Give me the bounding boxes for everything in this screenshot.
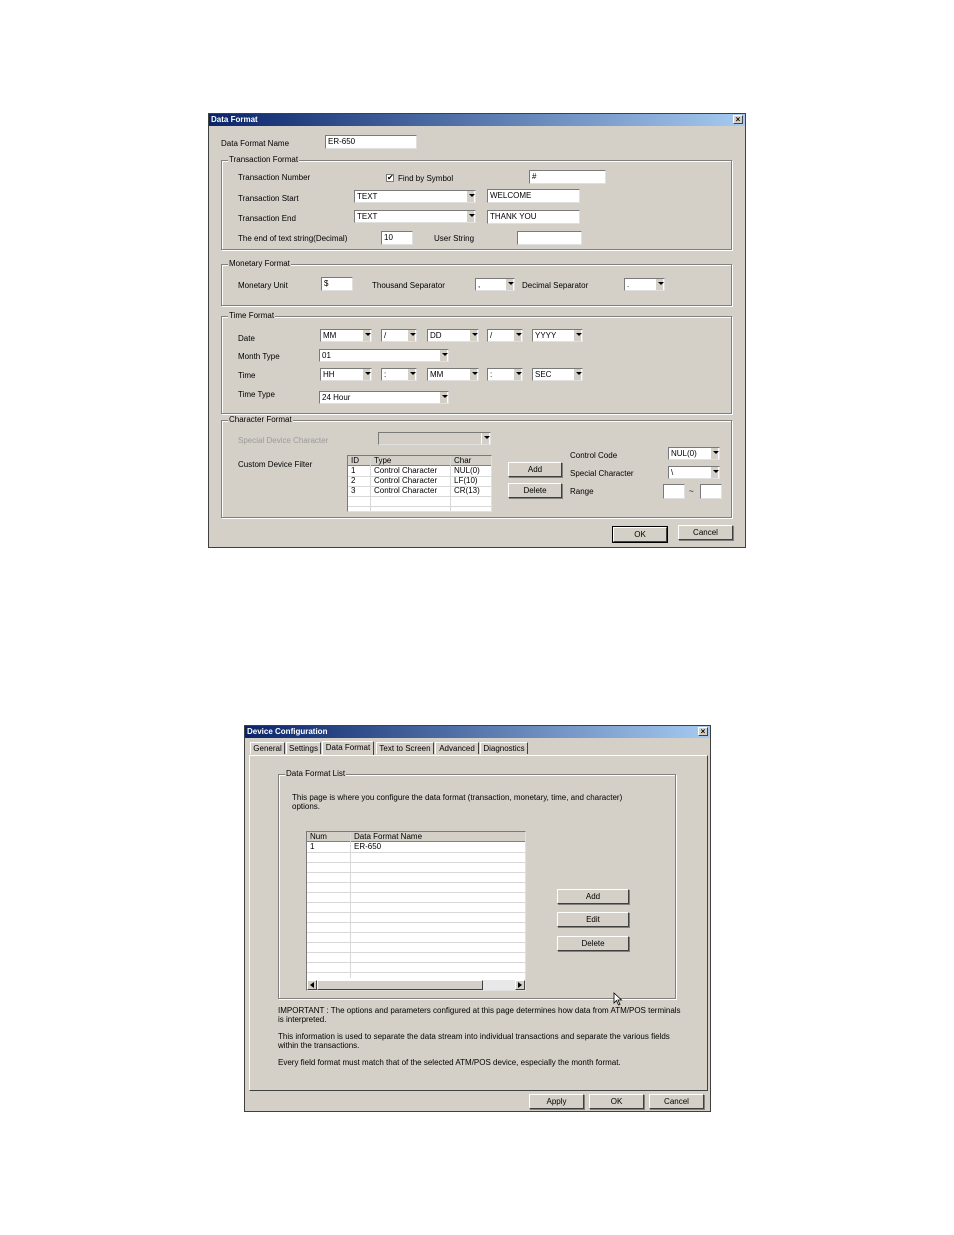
chevron-down-icon[interactable] xyxy=(439,350,448,361)
time-separator-1-value: : xyxy=(384,370,387,379)
find-by-symbol-label: Find by Symbol xyxy=(398,174,454,183)
monetary-format-group xyxy=(221,259,732,306)
tab-data-format[interactable]: Data Format xyxy=(322,741,374,755)
time-part-3-select[interactable] xyxy=(532,368,583,381)
date-separator-2-select[interactable] xyxy=(487,329,523,342)
range-separator: ~ xyxy=(689,487,694,496)
cancel-button[interactable]: Cancel xyxy=(649,1094,704,1109)
special-device-character-select xyxy=(378,432,491,445)
row-divider xyxy=(307,952,525,953)
data-format-table[interactable] xyxy=(306,831,526,991)
transaction-end-label: Transaction End xyxy=(238,214,296,223)
data-format-name-label: Data Format Name xyxy=(221,139,290,148)
date-part-3-select[interactable] xyxy=(532,329,583,342)
decimal-separator-label: Decimal Separator xyxy=(522,281,589,290)
row-divider xyxy=(307,942,525,943)
time-format-title: Time Format xyxy=(229,311,275,320)
close-icon: × xyxy=(700,727,706,736)
chevron-down-icon[interactable] xyxy=(513,330,522,341)
time-part-2-value: MM xyxy=(430,370,444,379)
monetary-unit-input[interactable]: $ xyxy=(321,277,353,291)
horizontal-scrollbar[interactable] xyxy=(307,980,525,990)
character-format-group xyxy=(221,415,732,518)
ok-button[interactable]: OK xyxy=(589,1094,644,1109)
chevron-down-icon[interactable] xyxy=(573,369,582,380)
chevron-down-icon[interactable] xyxy=(710,448,719,459)
row-divider xyxy=(307,852,525,853)
row-divider xyxy=(307,922,525,923)
data-format-list-group xyxy=(278,769,676,999)
date-part-1-select[interactable] xyxy=(320,329,372,342)
date-separator-1-select[interactable] xyxy=(381,329,417,342)
month-type-select[interactable] xyxy=(319,349,449,362)
transaction-start-input[interactable]: WELCOME xyxy=(487,189,580,203)
tab-diagnostics[interactable]: Diagnostics xyxy=(480,742,528,754)
data-format-list-title: Data Format List xyxy=(286,769,346,778)
mouse-cursor-icon xyxy=(613,992,623,1006)
transaction-start-label: Transaction Start xyxy=(238,194,299,203)
user-string-label: User String xyxy=(434,234,475,243)
scroll-thumb[interactable] xyxy=(317,980,483,990)
row-id: 3 xyxy=(351,486,356,495)
time-type-label: Time Type xyxy=(238,390,275,399)
time-separator-2-value: : xyxy=(490,370,493,379)
column-header-id[interactable]: ID xyxy=(348,456,371,466)
chevron-down-icon[interactable] xyxy=(407,330,416,341)
symbol-input[interactable]: # xyxy=(529,170,606,184)
end-of-text-input[interactable]: 10 xyxy=(381,231,413,245)
close-icon: × xyxy=(735,115,741,124)
row-type: Control Character xyxy=(374,476,438,485)
tab-strip xyxy=(250,742,550,756)
chevron-down-icon[interactable] xyxy=(362,330,371,341)
column-header-char[interactable]: Char xyxy=(451,456,492,466)
user-string-input[interactable] xyxy=(517,231,582,245)
chevron-down-icon[interactable] xyxy=(505,279,514,290)
row-divider xyxy=(307,932,525,933)
chevron-down-icon[interactable] xyxy=(573,330,582,341)
thousand-separator-label: Thousand Separator xyxy=(372,281,445,290)
date-separator-1-value: / xyxy=(384,331,387,340)
time-format-group xyxy=(221,311,732,414)
row-type: Control Character xyxy=(374,486,438,495)
time-part-2-select[interactable] xyxy=(427,368,479,381)
chevron-down-icon[interactable] xyxy=(655,279,664,290)
tab-settings[interactable]: Settings xyxy=(286,742,321,754)
transaction-end-type-select[interactable] xyxy=(354,210,476,223)
month-type-value: 01 xyxy=(322,351,331,360)
scroll-right-icon[interactable] xyxy=(515,980,525,990)
control-code-label: Control Code xyxy=(570,451,618,460)
decimal-separator-select[interactable] xyxy=(624,278,665,291)
date-part-2-value: DD xyxy=(430,331,442,340)
time-part-3-value: SEC xyxy=(535,370,552,379)
row-divider xyxy=(307,862,525,863)
chevron-down-icon[interactable] xyxy=(513,369,522,380)
monetary-format-title: Monetary Format xyxy=(229,259,290,268)
date-part-2-select[interactable] xyxy=(427,329,479,342)
row-type: Control Character xyxy=(374,466,438,475)
row-char: CR(13) xyxy=(454,486,480,495)
time-type-select[interactable] xyxy=(319,391,449,404)
intro-text: This page is where you configure the data format (transaction, monetary, time, and character) options. xyxy=(292,793,623,811)
time-part-1-select[interactable] xyxy=(320,368,372,381)
device-configuration-dialog xyxy=(244,725,711,1112)
special-character-label: Special Character xyxy=(570,469,634,478)
date-label: Date xyxy=(238,334,255,343)
transaction-start-type-select[interactable] xyxy=(354,190,476,203)
time-separator-1-select[interactable] xyxy=(381,368,417,381)
chevron-down-icon xyxy=(481,433,490,444)
special-character-select[interactable] xyxy=(668,466,720,479)
chevron-down-icon[interactable] xyxy=(710,467,719,478)
row-divider xyxy=(307,882,525,883)
row-name: ER-650 xyxy=(354,842,382,851)
decimal-separator-value: . xyxy=(627,280,630,289)
ok-button[interactable]: OK xyxy=(613,527,667,542)
column-divider xyxy=(350,832,351,978)
close-button[interactable] xyxy=(733,115,743,124)
date-separator-2-value: / xyxy=(490,331,493,340)
time-type-value: 24 Hour xyxy=(322,393,351,402)
dialog-title: Device Configuration xyxy=(247,727,328,736)
range-to-input[interactable] xyxy=(700,484,722,499)
row-divider xyxy=(307,962,525,963)
transaction-end-input[interactable]: THANK YOU xyxy=(487,210,580,224)
row-divider xyxy=(307,892,525,893)
edit-button[interactable]: Edit xyxy=(557,912,629,927)
control-code-select[interactable] xyxy=(668,447,720,460)
row-divider xyxy=(307,972,525,973)
time-label: Time xyxy=(238,371,256,380)
info-text: This information is used to separate the data stream into individual transactions and separate the various fields within the transactions. xyxy=(278,1032,670,1050)
chevron-down-icon[interactable] xyxy=(466,211,475,222)
row-num: 1 xyxy=(310,842,315,851)
cancel-button[interactable]: Cancel xyxy=(678,525,733,540)
column-header-type[interactable]: Type xyxy=(371,456,451,466)
find-by-symbol-checkbox[interactable] xyxy=(386,174,394,182)
chevron-down-icon[interactable] xyxy=(407,369,416,380)
chevron-down-icon[interactable] xyxy=(469,330,478,341)
important-text: IMPORTANT : The options and parameters configured at this page determines how data from ATM/POS terminals is interpreted. xyxy=(278,1006,681,1024)
note-text: Every field format must match that of the selected ATM/POS device, especially the month format. xyxy=(278,1058,621,1067)
time-separator-2-select[interactable] xyxy=(487,368,523,381)
transaction-number-label: Transaction Number xyxy=(238,173,311,182)
character-format-title: Character Format xyxy=(229,415,292,424)
row-divider xyxy=(348,496,491,497)
custom-device-filter-label: Custom Device Filter xyxy=(238,460,313,469)
row-id: 2 xyxy=(351,476,356,485)
dialog-title: Data Format xyxy=(211,115,258,124)
device-configuration-titlebar[interactable] xyxy=(245,726,710,738)
row-char: LF(10) xyxy=(454,476,478,485)
data-format-name-input[interactable]: ER-650 xyxy=(325,135,417,149)
date-part-1-value: MM xyxy=(323,331,337,340)
month-type-label: Month Type xyxy=(238,352,280,361)
add-filter-button[interactable]: Add xyxy=(508,462,562,477)
transaction-format-title: Transaction Format xyxy=(229,155,299,164)
transaction-start-type-value: TEXT xyxy=(357,192,378,201)
chevron-down-icon[interactable] xyxy=(466,191,475,202)
column-header-data-format-name[interactable]: Data Format Name xyxy=(351,832,526,842)
delete-filter-button[interactable]: Delete xyxy=(508,483,562,498)
special-device-character-label: Special Device Character xyxy=(238,436,329,445)
row-divider xyxy=(307,902,525,903)
scroll-left-icon[interactable] xyxy=(307,980,317,990)
time-part-1-value: HH xyxy=(323,370,335,379)
thousand-separator-select[interactable] xyxy=(475,278,515,291)
row-divider xyxy=(348,506,491,507)
row-id: 1 xyxy=(351,466,356,475)
special-character-value: \ xyxy=(671,468,674,477)
range-label: Range xyxy=(570,487,594,496)
transaction-end-type-value: TEXT xyxy=(357,212,378,221)
chevron-down-icon[interactable] xyxy=(362,369,371,380)
row-char: NUL(0) xyxy=(454,466,480,475)
transaction-format-group xyxy=(221,155,732,250)
column-header-num[interactable]: Num xyxy=(307,832,351,842)
tab-general[interactable]: General xyxy=(250,742,285,754)
chevron-down-icon[interactable] xyxy=(439,392,448,403)
close-button[interactable] xyxy=(698,727,708,736)
date-part-3-value: YYYY xyxy=(535,331,557,340)
control-code-value: NUL(0) xyxy=(671,449,697,458)
row-divider xyxy=(307,912,525,913)
tab-text-to-screen[interactable]: Text to Screen xyxy=(376,742,434,754)
range-from-input[interactable] xyxy=(663,484,685,499)
check-icon: ✔ xyxy=(387,173,394,182)
custom-device-filter-table[interactable] xyxy=(347,455,492,512)
delete-button[interactable]: Delete xyxy=(557,936,629,951)
data-format-titlebar[interactable] xyxy=(209,114,745,126)
row-divider xyxy=(307,872,525,873)
thousand-separator-value: , xyxy=(478,280,481,289)
monetary-unit-label: Monetary Unit xyxy=(238,281,288,290)
apply-button[interactable]: Apply xyxy=(529,1094,584,1109)
tab-panel xyxy=(249,755,708,1091)
end-of-text-label: The end of text string(Decimal) xyxy=(238,234,348,243)
chevron-down-icon[interactable] xyxy=(469,369,478,380)
data-format-dialog xyxy=(208,113,746,548)
tab-advanced[interactable]: Advanced xyxy=(435,742,479,754)
add-button[interactable]: Add xyxy=(557,889,629,904)
